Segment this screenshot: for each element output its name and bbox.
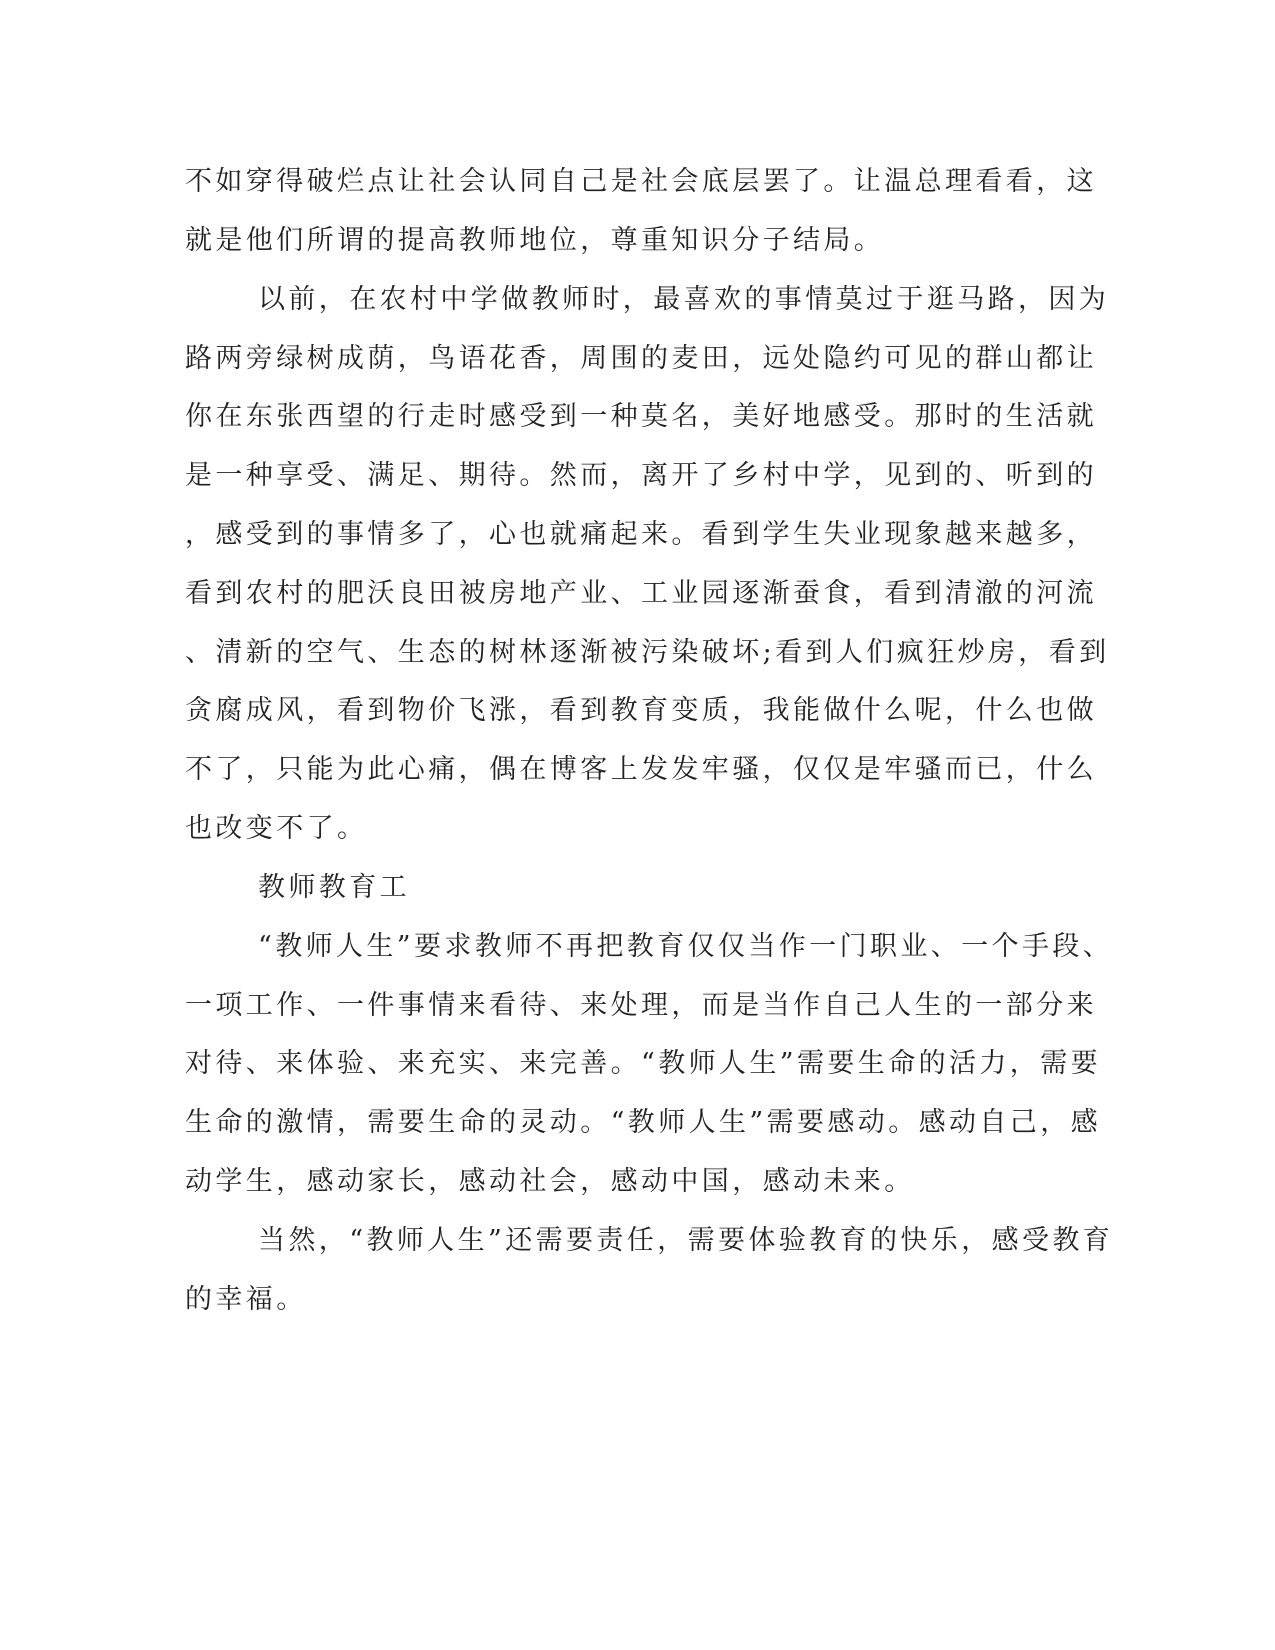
paragraph-first-line: 当然，“教师人生”还需要责任，需要体验教育的快乐，感受教育 [258,1225,1114,1256]
body-text-line: 生命的激情，需要生命的灵动。“教师人生”需要感动。感动自己，感 [185,1107,1102,1138]
body-text-line: 贪腐成风，看到物价飞涨，看到教育变质，我能做什么呢，什么也做 [185,695,1097,726]
body-text-line: 看到农村的肥沃良田被房地产业、工业园逐渐蚕食，看到清澈的河流 [185,578,1097,609]
section-heading: 教师教育工 [258,872,410,903]
body-text-line: 不如穿得破烂点让社会认同自己是社会底层罢了。让温总理看看，这 [185,166,1097,197]
paragraph-first-line: 以前，在农村中学做教师时，最喜欢的事情莫过于逛马路，因为 [258,284,1110,315]
body-text-line: ，感受到的事情多了，心也就痛起来。看到学生失业现象越来越多， [185,519,1097,550]
body-text-line: 就是他们所谓的提高教师地位，尊重知识分子结局。 [185,225,885,256]
body-text-line: 动学生，感动家长，感动社会，感动中国，感动未来。 [185,1166,915,1197]
body-text-line: 不了，只能为此心痛，偶在博客上发发牢骚，仅仅是牢骚而已，什么 [185,754,1097,785]
body-text-line: 一项工作、一件事情来看待、来处理，而是当作自己人生的一部分来 [185,990,1097,1021]
body-text-line: 也改变不了。 [185,813,368,844]
body-text-line: 你在东张西望的行走时感受到一种莫名，美好地感受。那时的生活就 [185,401,1097,432]
body-text-line: 对待、来体验、来充实、来完善。“教师人生”需要生命的活力，需要 [185,1048,1102,1079]
body-text-line: 是一种享受、满足、期待。然而，离开了乡村中学，见到的、听到的 [185,460,1097,491]
paragraph-first-line: “教师人生”要求教师不再把教育仅仅当作一门职业、一个手段、 [258,931,1114,962]
body-text-line: 、清新的空气、生态的树林逐渐被污染破坏;看到人们疯狂炒房，看到 [185,637,1110,668]
body-text-line: 路两旁绿树成荫，鸟语花香，周围的麦田，远处隐约可见的群山都让 [185,343,1097,374]
body-text-line: 的幸福。 [185,1284,307,1315]
